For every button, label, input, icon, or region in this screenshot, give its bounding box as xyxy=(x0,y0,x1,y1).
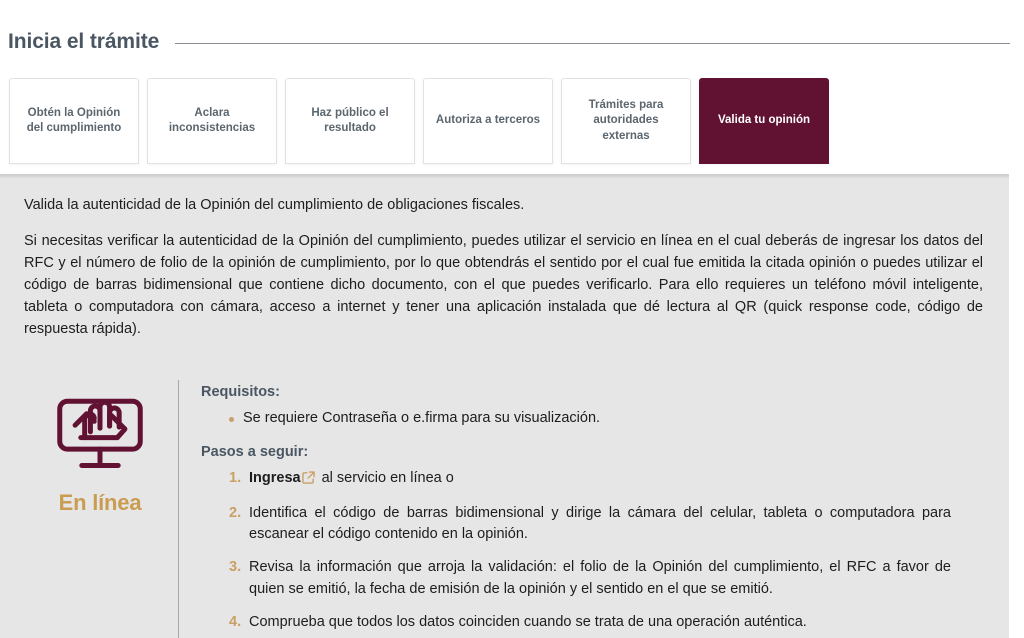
tab-haz-publico-el-resultado[interactable]: Haz público el resultado xyxy=(285,78,415,164)
requirements-heading: Requisitos: xyxy=(201,384,280,401)
list-item: Se requiere Contraseña o e.firma para su visualización. xyxy=(229,408,987,430)
info-modality-column xyxy=(22,376,178,638)
list-item-step-3: Revisa la información que arroja la validación: el folio de la Opinión del cumplimiento, el RFC a favor de quien se emitió, la fecha de emisión de la opinión y el sentido en el que se emitió. xyxy=(249,559,951,597)
page-title: Inicia el trámite xyxy=(8,30,160,53)
panel-lead-text: Valida la autenticidad de la Opinión del cumplimiento de obligaciones fiscales. xyxy=(24,197,525,213)
info-details-column xyxy=(179,376,987,638)
tabs-container xyxy=(0,62,1024,174)
tab-valida-tu-opinion[interactable]: Valida tu opinión xyxy=(699,78,829,164)
tab-tramites-autoridades-externas[interactable]: Trámites para autoridades externas xyxy=(561,78,691,164)
tab-list xyxy=(9,78,1024,164)
tab-obten-la-opinion[interactable]: Obtén la Opinión del cumplimiento xyxy=(9,78,139,164)
tab-aclara-inconsistencias[interactable]: Aclara inconsistencias xyxy=(147,78,277,164)
modality-caption: En línea xyxy=(58,490,142,516)
info-section xyxy=(22,376,987,638)
tab-content-panel xyxy=(0,174,1009,638)
list-item-step-2: Identifica el código de barras bidimensional y dirige la cámara del celular, tableta o computadora para escanear el código contenido en la opinión. xyxy=(249,504,951,543)
steps-heading: Pasos a seguir: xyxy=(201,443,309,460)
monitor-hand-click-icon xyxy=(52,384,148,476)
steps-list xyxy=(201,468,987,634)
list-item-step-1 xyxy=(229,468,987,492)
external-link-icon[interactable] xyxy=(302,470,315,492)
panel-description-paragraph: Si necesitas verificar la autenticidad de la Opinión del cumplimiento, puedes utilizar el servicio en línea en el cual deberás de ingresar los datos del RFC y el número de folio de la opinión de cumplimiento, por lo que obtendrás el sentido por el cual fue emitida la citada opinión o puedes utilizar el código de barras bidimensional que contiene dicho documento, con el que puedes verificarlo. Para ello requieres un teléfono móvil inteligente, tableta o computadora con cámara, acceso a internet y tener una aplicación instalada que dé lectura al QR (quick response code, código de respuesta rápida). xyxy=(24,233,983,338)
tab-autoriza-a-terceros[interactable]: Autoriza a terceros xyxy=(423,78,553,164)
step-1-rest-text: al servicio en línea o xyxy=(317,469,454,486)
header-rule xyxy=(175,43,1010,44)
ingresa-link[interactable]: Ingresa xyxy=(249,469,301,486)
section-header xyxy=(0,0,1024,62)
requirements-list xyxy=(201,408,987,430)
list-item-step-4: Comprueba que todos los datos coinciden cuando se trata de una operación auténtica. xyxy=(249,613,807,630)
